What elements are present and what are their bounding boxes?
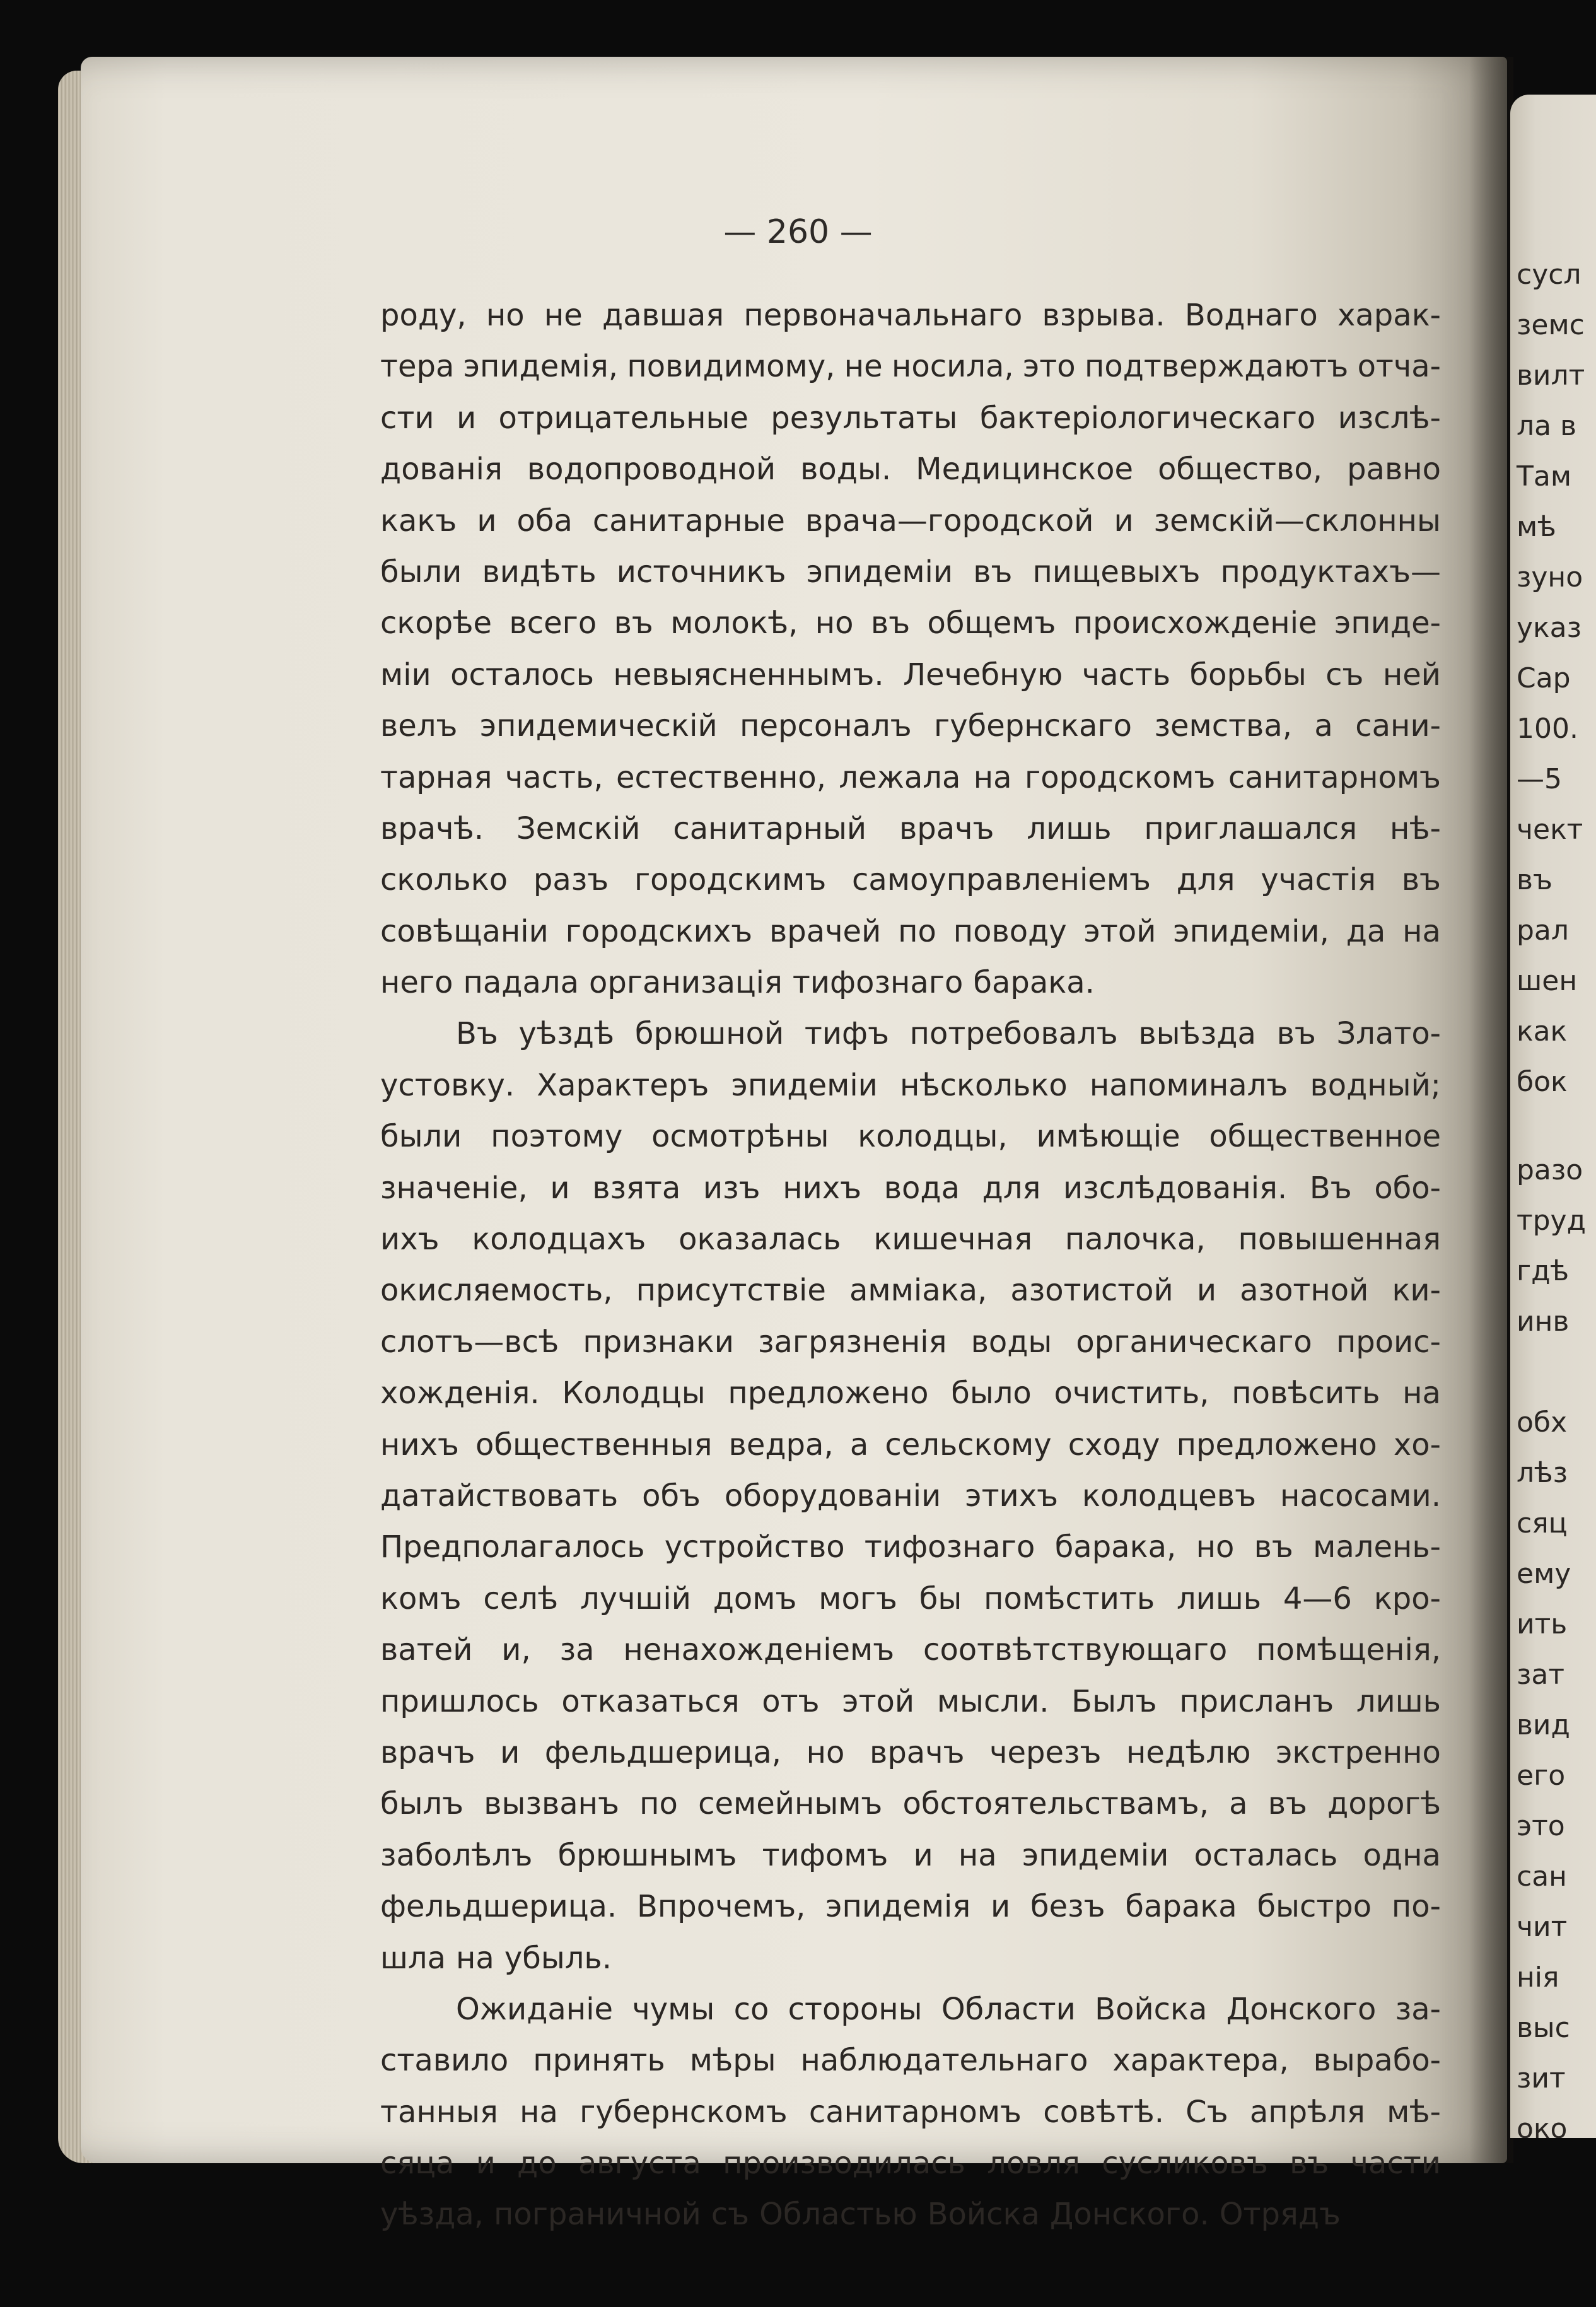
paragraph <box>380 1008 1441 1983</box>
text-line: ватей и, за ненахожденіемъ соотвѣтствующаго помѣщенія, <box>380 1632 1441 1668</box>
facing-page-text-fragment: сусл <box>1517 259 1581 291</box>
paragraph <box>380 1984 1441 2241</box>
text-line: тарная часть, естественно, лежала на городскомъ санитарномъ <box>380 759 1441 795</box>
facing-page-text-fragment: бок <box>1517 1066 1568 1098</box>
facing-page-text-fragment: земс <box>1517 309 1585 341</box>
body-text <box>380 290 1441 2241</box>
facing-page-text-fragment: вид <box>1517 1709 1570 1741</box>
facing-page-text-fragment: Там <box>1517 460 1572 493</box>
facing-page-text-fragment: чект <box>1517 814 1583 846</box>
text-line: ихъ колодцахъ оказалась кишечная палочка, повышенная <box>380 1222 1441 1258</box>
text-line: заболѣлъ брюшнымъ тифомъ и на эпидеміи осталась одна <box>380 1837 1441 1873</box>
text-line: сяца и до августа производилась ловля сусликовъ въ части <box>380 2146 1441 2181</box>
facing-page-text-fragment: ить <box>1517 1608 1568 1640</box>
text-line: Въ уѣздѣ брюшной тифъ потребовалъ выѣзда въ Злато- <box>456 1016 1441 1052</box>
facing-page-text-fragment: зит <box>1517 2062 1566 2094</box>
text-line: комъ селѣ лучшій домъ могъ бы помѣстить лишь 4—6 кро- <box>380 1580 1441 1616</box>
text-line: какъ и оба санитарные врача—городской и земскій—склонны <box>380 503 1441 539</box>
text-line: уѣзда, пограничной съ Областью Войска Донского. Отрядъ <box>380 2197 1341 2233</box>
text-line: были поэтому осмотрѣны колодцы, имѣющіе общественное <box>380 1119 1441 1155</box>
text-line: окисляемость, присутствіе амміака, азотистой и азотной ки- <box>380 1273 1441 1309</box>
text-line: роду, но не давшая первоначальнаго взрыва. Воднаго харак- <box>380 298 1441 333</box>
text-line: нихъ общественныя ведра, а сельскому сходу предложено хо- <box>380 1427 1441 1463</box>
text-line: сти и отрицательные результаты бактеріологическаго изслѣ- <box>380 400 1441 436</box>
facing-page-text-fragment: мѣ <box>1517 511 1556 543</box>
facing-page-text-fragment: труд <box>1517 1205 1587 1237</box>
facing-page-text-fragment: Сар <box>1517 662 1571 694</box>
facing-page-text-fragment: ла в <box>1517 410 1577 442</box>
text-line: врачъ и фельдшерица, но врачъ черезъ недѣлю экстренно <box>380 1734 1441 1770</box>
facing-page-text-fragment: это <box>1517 1810 1565 1842</box>
facing-page-text-fragment: сяц <box>1517 1507 1568 1539</box>
text-line: танныя на губернскомъ санитарномъ совѣтѣ. Съ апрѣля мѣ- <box>380 2094 1441 2130</box>
text-line: Предполагалось устройство тифознаго барака, но въ малень- <box>380 1529 1441 1565</box>
facing-page-text-fragment: —5 <box>1517 763 1562 795</box>
text-line: пришлось отказаться отъ этой мысли. Былъ присланъ лишь <box>380 1683 1441 1719</box>
facing-page-text-fragment: рал <box>1517 914 1570 947</box>
text-line: врачѣ. Земскій санитарный врачъ лишь приглашался нѣ- <box>380 810 1441 846</box>
facing-page-text-fragment: как <box>1517 1015 1568 1048</box>
facing-page-text-fragment: указ <box>1517 612 1581 644</box>
facing-page-text-fragment: гдѣ <box>1517 1255 1570 1287</box>
facing-page-text-fragment: зуно <box>1517 561 1583 593</box>
facing-page-text-fragment: обх <box>1517 1406 1568 1439</box>
text-line: сколько разъ городскимъ самоуправленіемъ для участія въ <box>380 862 1441 898</box>
facing-page-text-fragment: его <box>1517 1760 1566 1792</box>
text-line: слотъ—всѣ признаки загрязненія воды органическаго проис- <box>380 1324 1441 1360</box>
text-line: были видѣть источникъ эпидеміи въ пищевыхъ продуктахъ— <box>380 554 1441 590</box>
facing-page-text-fragment: ему <box>1517 1558 1571 1590</box>
facing-page-text-fragment: шен <box>1517 965 1578 997</box>
text-line: значеніе, и взята изъ нихъ вода для изслѣдованія. Въ обо- <box>380 1170 1441 1206</box>
text-line: шла на убыль. <box>380 1940 612 1976</box>
text-line: міи осталось невыясненнымъ. Лечебную часть борьбы съ ней <box>380 657 1441 692</box>
facing-page-text-fragment: чит <box>1517 1911 1568 1943</box>
facing-page-text-fragment: око <box>1517 2113 1568 2138</box>
facing-page-text-fragment: инв <box>1517 1305 1570 1338</box>
text-line: скорѣе всего въ молокѣ, но въ общемъ происхожденіе эпиде- <box>380 605 1441 641</box>
facing-page-text-fragment: нія <box>1517 1961 1559 1994</box>
text-line: устовку. Характеръ эпидеміи нѣсколько напоминалъ водный; <box>380 1067 1441 1103</box>
facing-page <box>1510 95 1596 2138</box>
paragraph <box>380 290 1441 1008</box>
facing-page-text-fragment: разо <box>1517 1154 1583 1186</box>
text-line: ставило принять мѣры наблюдательнаго характера, вырабо- <box>380 2043 1441 2079</box>
text-line: былъ вызванъ по семейнымъ обстоятельствамъ, а въ дорогѣ <box>380 1786 1441 1822</box>
text-line: тера эпидемія, повидимому, не носила, это подтверждаютъ отча- <box>380 349 1441 385</box>
text-line: Ожиданіе чумы со стороны Области Войска Донского за- <box>456 1991 1441 2027</box>
facing-page-text-fragment: лѣз <box>1517 1457 1568 1489</box>
text-line: датайствовать объ оборудованіи этихъ колодцевъ насосами. <box>380 1478 1441 1514</box>
text-line: велъ эпидемическій персоналъ губернскаго земства, а сани- <box>380 708 1441 744</box>
text-line: фельдшерица. Впрочемъ, эпидемія и безъ барака быстро по- <box>380 1889 1441 1925</box>
facing-page-text-fragment: въ <box>1517 864 1553 896</box>
text-line: него падала организація тифознаго барака. <box>380 965 1095 1001</box>
facing-page-text-fragment: сан <box>1517 1860 1567 1893</box>
text-line: дованія водопроводной воды. Медицинское общество, равно <box>380 452 1441 488</box>
page-number: — 260 — <box>723 213 873 251</box>
book-gutter-shadow <box>1469 57 1513 2163</box>
facing-page-text-fragment: выс <box>1517 2012 1570 2044</box>
text-line: хожденія. Колодцы предложено было очистить, повѣсить на <box>380 1375 1441 1411</box>
facing-page-text-fragment: 100. <box>1517 713 1578 745</box>
facing-page-text-fragment: зат <box>1517 1659 1564 1691</box>
facing-page-text-fragment: вилт <box>1517 359 1585 392</box>
text-line: совѣщаніи городскихъ врачей по поводу этой эпидеміи, да на <box>380 913 1441 949</box>
